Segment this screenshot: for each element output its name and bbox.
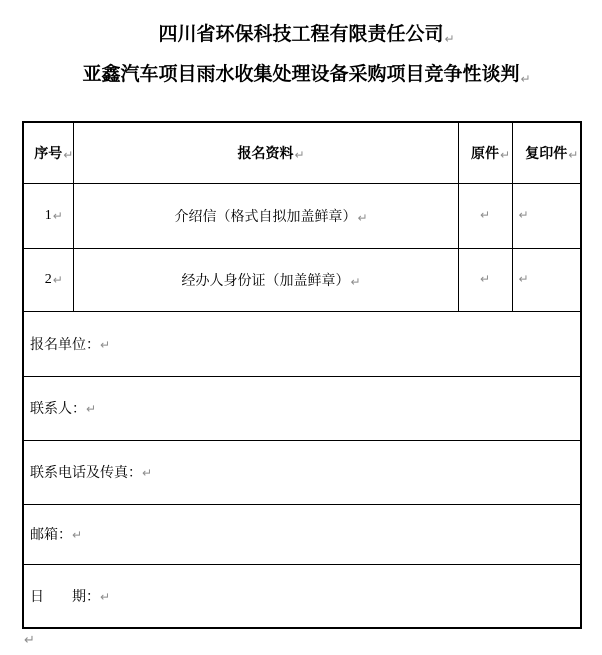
paragraph-mark-icon: ↵	[479, 207, 491, 222]
table-row-1	[23, 183, 581, 248]
header-cell-material	[73, 122, 458, 183]
field-cell-contact	[23, 376, 581, 440]
field-row-email	[23, 504, 581, 564]
paragraph-mark-icon: ↵	[294, 147, 305, 162]
field-phone-fax-label: 联系电话及传真：	[30, 466, 142, 481]
table-row-2	[23, 248, 581, 311]
paragraph-mark-icon: ↵	[72, 528, 83, 542]
header-original-label: 原件	[471, 146, 499, 162]
row1-serial-value: 1	[44, 207, 52, 223]
row2-serial-cell	[23, 248, 73, 311]
header-cell-original	[458, 122, 512, 183]
field-row-contact	[23, 376, 581, 440]
paragraph-mark-icon: ↵	[520, 72, 531, 86]
project-title-text: 亚鑫汽车项目雨水收集处理设备采购项目竞争性谈判	[82, 64, 520, 85]
field-row-date	[23, 564, 581, 628]
paragraph-mark-icon: ↵	[568, 147, 579, 162]
paragraph-mark-icon: ↵	[52, 208, 63, 223]
field-cell-email	[23, 504, 581, 564]
paragraph-mark-icon: ↵	[24, 633, 35, 648]
row1-material-cell	[73, 183, 458, 248]
header-copy-label: 复印件	[525, 146, 568, 162]
row2-original-cell	[458, 248, 512, 311]
paragraph-mark-icon: ↵	[100, 337, 111, 352]
paragraph-mark-icon: ↵	[100, 589, 111, 604]
registration-table	[22, 121, 582, 629]
paragraph-mark-icon: ↵	[52, 272, 63, 287]
header-material-label: 报名资料	[237, 146, 294, 162]
project-title	[0, 63, 602, 87]
paragraph-mark-icon: ↵	[518, 271, 529, 286]
paragraph-mark-icon: ↵	[350, 274, 361, 289]
paragraph-mark-icon: ↵	[518, 207, 529, 222]
field-cell-unit	[23, 311, 581, 376]
company-title	[0, 23, 602, 47]
row2-material-value: 经办人身份证（加盖鲜章）	[181, 273, 350, 289]
paragraph-mark-icon: ↵	[479, 271, 491, 286]
field-contact-label: 联系人：	[30, 402, 86, 417]
paragraph-mark-icon: ↵	[142, 466, 153, 480]
company-title-text-wrap	[158, 23, 455, 47]
project-title-text-wrap	[82, 63, 531, 87]
field-email-label: 邮箱：	[30, 528, 72, 543]
field-unit-label: 报名单位：	[30, 337, 100, 353]
company-title-text: 四川省环保科技工程有限责任公司	[158, 24, 444, 45]
paragraph-mark-icon: ↵	[357, 210, 368, 225]
field-row-phone-fax	[23, 440, 581, 504]
row1-serial-cell	[23, 183, 73, 248]
field-cell-date	[23, 564, 581, 628]
paragraph-mark-icon: ↵	[86, 402, 97, 416]
row2-material-cell	[73, 248, 458, 311]
paragraph-mark-icon: ↵	[63, 147, 74, 162]
field-date-label: 日 期：	[30, 589, 100, 605]
header-cell-serial	[23, 122, 73, 183]
row1-copy-cell	[512, 183, 581, 248]
row2-copy-cell	[512, 248, 581, 311]
row2-serial-value: 2	[44, 271, 52, 287]
table-header-row	[23, 122, 581, 183]
paragraph-mark-icon: ↵	[500, 147, 511, 162]
field-cell-phone-fax	[23, 440, 581, 504]
header-serial-label: 序号	[34, 146, 63, 162]
field-row-unit	[23, 311, 581, 376]
row1-original-cell	[458, 183, 512, 248]
paragraph-mark-icon: ↵	[444, 32, 455, 46]
row1-material-value: 介绍信（格式自拟加盖鲜章）	[174, 209, 357, 225]
header-cell-copy	[512, 122, 581, 183]
